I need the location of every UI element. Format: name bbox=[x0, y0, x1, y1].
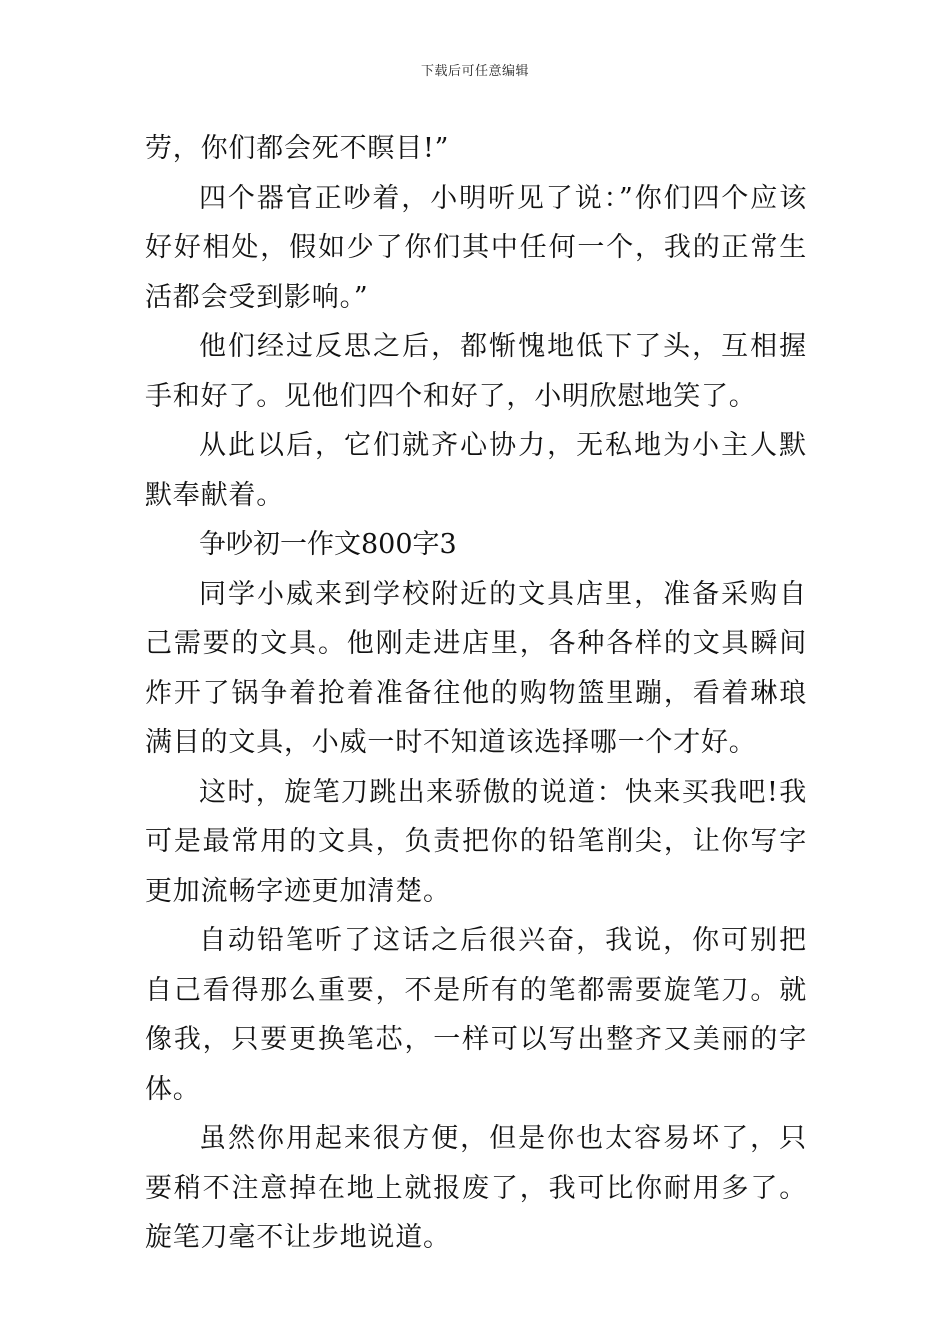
paragraph: 这时，旋笔刀跳出来骄傲的说道：快来买我吧!我可是最常用的文具，负责把你的铅笔削尖，让你写字更加流畅字迹更加清楚。 bbox=[145, 776, 807, 907]
paragraph: 自动铅笔听了这话之后很兴奋，我说，你可别把自己看得那么重要，不是所有的笔都需要旋笔刀。就像我，只要更换笔芯，一样可以写出整齐又美丽的字体。 bbox=[145, 925, 807, 1105]
page-header: 下载后可任意编辑 bbox=[420, 64, 529, 79]
paragraph-continuation: 劳，你们都会死不瞑目!” bbox=[145, 133, 450, 164]
document-body bbox=[145, 124, 807, 1263]
paragraph: 从此以后，它们就齐心协力，无私地为小主人默默奉献着。 bbox=[145, 430, 807, 511]
paragraph: 四个器官正吵着，小明听见了说：”你们四个应该好好相处，假如少了你们其中任何一个，我的正常生活都会受到影响。” bbox=[145, 182, 807, 313]
section-heading: 争吵初一作文800字3 bbox=[199, 529, 457, 560]
paragraph: 同学小威来到学校附近的文具店里，准备采购自己需要的文具。他刚走进店里，各种各样的文具瞬间炸开了锅争着抢着准备往他的购物篮里蹦，看着琳琅满目的文具，小威一时不知道该选择哪一个才好。 bbox=[145, 578, 807, 758]
paragraph: 他们经过反思之后，都惭愧地低下了头，互相握手和好了。见他们四个和好了，小明欣慰地笑了。 bbox=[145, 331, 807, 412]
paragraph: 虽然你用起来很方便，但是你也太容易坏了，只要稍不注意掉在地上就报废了，我可比你耐用多了。旋笔刀毫不让步地说道。 bbox=[145, 1123, 807, 1253]
